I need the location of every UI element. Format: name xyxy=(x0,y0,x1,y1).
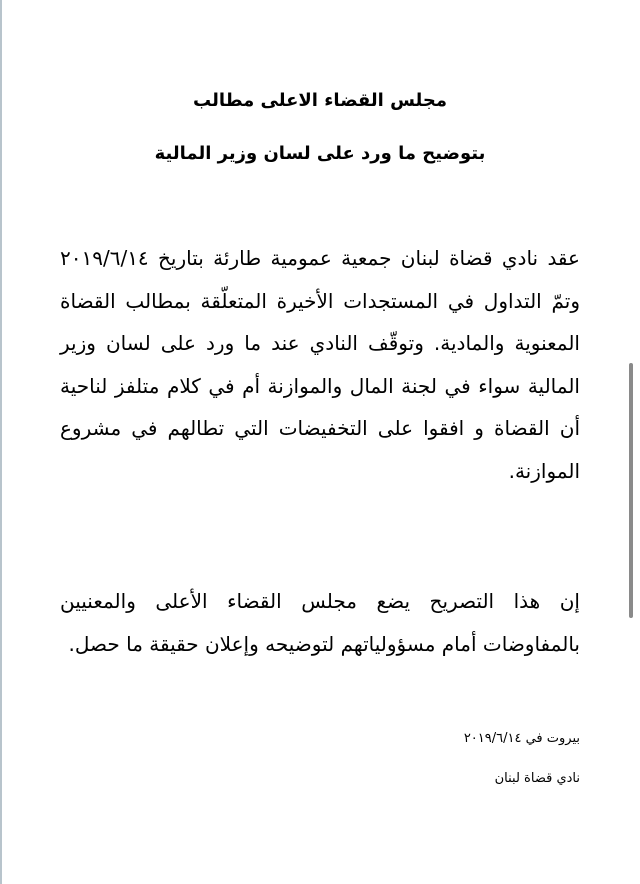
paragraph-2: إن هذا التصريح يضع مجلس القضاء الأعلى والمعنيين بالمفاوضات أمام مسؤولياتهم لتوضيحه وإعلان حقيقة ما حصل. xyxy=(60,589,580,656)
paragraph-1: عقد نادي قضاة لبنان جمعية عمومية طارئة بتاريخ ٢٠١٩/٦/١٤ وتمّ التداول في المستجدات الأخيرة المتعلّقة بمطالب القضاة المعنوية والمادية. وتوقّف النادي عند ما ورد على لسان وزير المالية سواء في لجنة المال والموازنة أم في كلام متلفز لناحية أن القضاة و افقوا على التخفيضات التي تطالهم في مشروع الموازنة. xyxy=(60,246,580,483)
place-and-date: بيروت في ٢٠١٩/٦/١٤ xyxy=(463,731,580,746)
page-left-border xyxy=(0,0,2,884)
scrollbar-thumb[interactable] xyxy=(629,363,633,618)
document-subtitle: بتوضيح ما ورد على لسان وزير المالية xyxy=(154,143,486,164)
signature-name: نادي قضاة لبنان xyxy=(494,771,580,786)
document-title: مجلس القضاء الاعلى مطالب xyxy=(193,90,447,111)
